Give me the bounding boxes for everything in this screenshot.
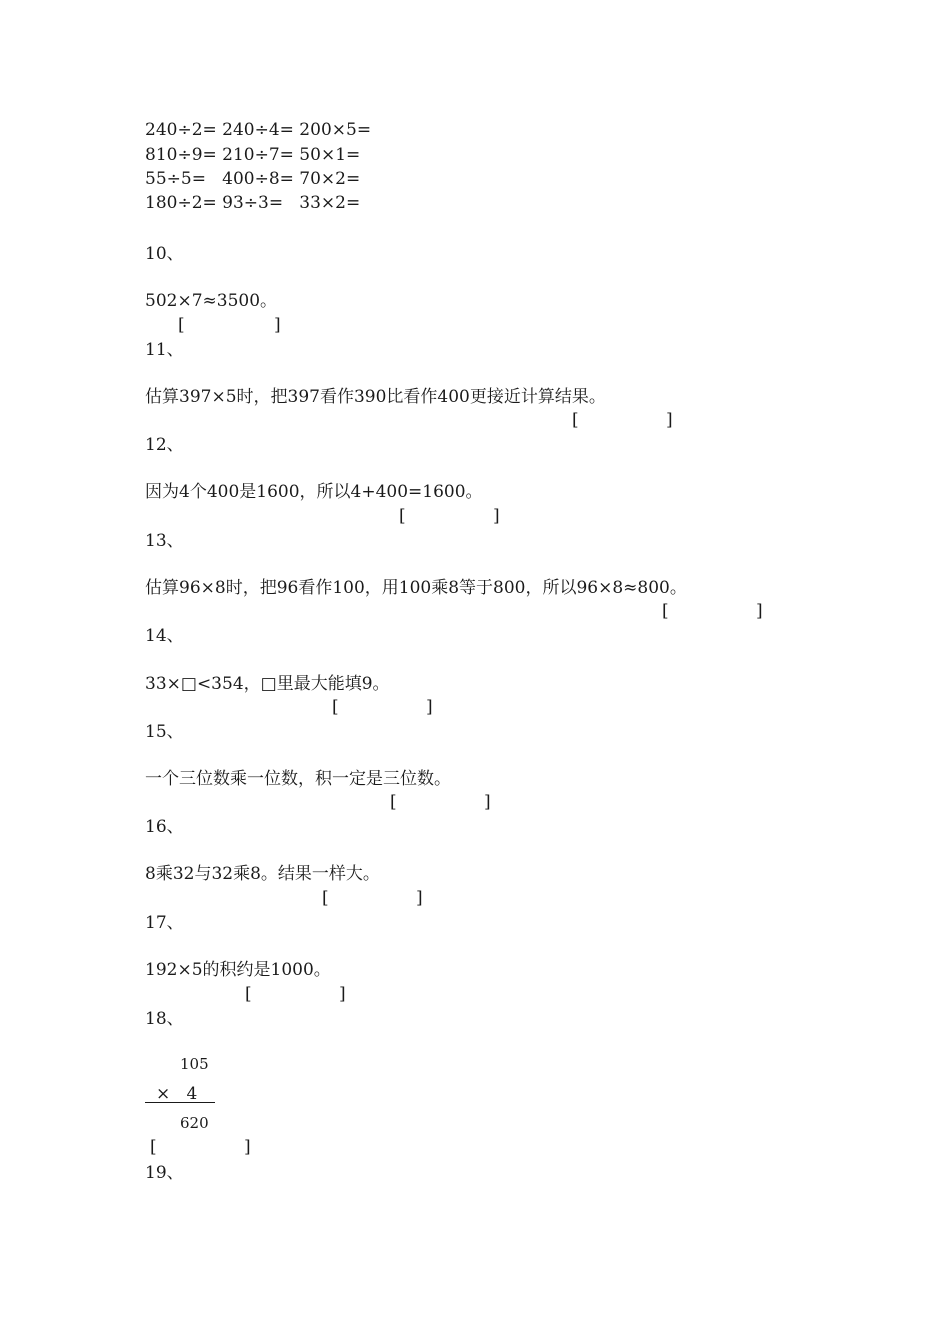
vertical-calc-multiplicand: 105	[180, 1055, 209, 1073]
bracket-close: ]	[484, 792, 491, 812]
question-text-16: 8乘32与32乘8。结果一样大。	[145, 864, 380, 884]
bracket-close: ]	[426, 697, 433, 717]
question-text-10: 502×7≈3500。	[145, 291, 278, 311]
question-number-17: 17、	[145, 913, 184, 933]
vertical-calc-product: 620	[180, 1114, 209, 1132]
calc-line-2: 810÷9= 210÷7= 50×1=	[145, 145, 361, 165]
answer-bracket-16[interactable]	[322, 887, 426, 953]
question-number-12: 12、	[145, 435, 184, 455]
question-text-15: 一个三位数乘一位数，积一定是三位数。	[145, 769, 451, 789]
bracket-close: ]	[274, 315, 281, 335]
bracket-close: ]	[493, 506, 500, 526]
question-number-19: 19、	[145, 1163, 184, 1183]
bracket-close: ]	[339, 984, 346, 1004]
bracket-open: [	[150, 1137, 157, 1157]
question-number-18: 18、	[145, 1009, 184, 1029]
bracket-open: [	[245, 984, 252, 1004]
bracket-close: ]	[416, 888, 423, 908]
bracket-open: [	[572, 410, 579, 430]
calc-line-1: 240÷2= 240÷4= 200×5=	[145, 120, 372, 140]
bracket-close: ]	[244, 1137, 251, 1157]
answer-bracket-17[interactable]	[245, 983, 349, 1049]
question-number-14: 14、	[145, 626, 184, 646]
answer-bracket-13[interactable]	[662, 600, 766, 666]
question-number-10: 10、	[145, 244, 184, 264]
answer-bracket-14[interactable]	[332, 696, 436, 762]
question-text-17: 192×5的积约是1000。	[145, 960, 331, 980]
answer-bracket-15[interactable]	[390, 791, 494, 857]
vertical-calc-multiplier: × 4	[156, 1084, 198, 1104]
answer-bracket-12[interactable]	[399, 505, 503, 571]
bracket-close: ]	[666, 410, 673, 430]
question-text-12: 因为4个400是1600，所以4+400=1600。	[145, 482, 483, 502]
question-number-11: 11、	[145, 340, 184, 360]
bracket-open: [	[399, 506, 406, 526]
calc-line-3: 55÷5= 400÷8= 70×2=	[145, 169, 361, 189]
question-number-13: 13、	[145, 531, 184, 551]
calc-line-4: 180÷2= 93÷3= 33×2=	[145, 193, 361, 213]
question-text-14: 33×□<354，□里最大能填9。	[145, 674, 390, 694]
bracket-open: [	[390, 792, 397, 812]
question-number-16: 16、	[145, 817, 184, 837]
question-number-15: 15、	[145, 722, 184, 742]
question-text-11: 估算397×5时，把397看作390比看作400更接近计算结果。	[145, 387, 606, 407]
bracket-close: ]	[756, 601, 763, 621]
vertical-calc-rule	[145, 1102, 215, 1103]
bracket-open: [	[178, 315, 185, 335]
bracket-open: [	[332, 697, 339, 717]
question-text-13: 估算96×8时，把96看作100，用100乘8等于800，所以96×8≈800。	[145, 578, 687, 598]
answer-bracket-10[interactable]	[178, 314, 282, 380]
bracket-open: [	[662, 601, 669, 621]
answer-bracket-11[interactable]	[572, 409, 676, 475]
bracket-open: [	[322, 888, 329, 908]
